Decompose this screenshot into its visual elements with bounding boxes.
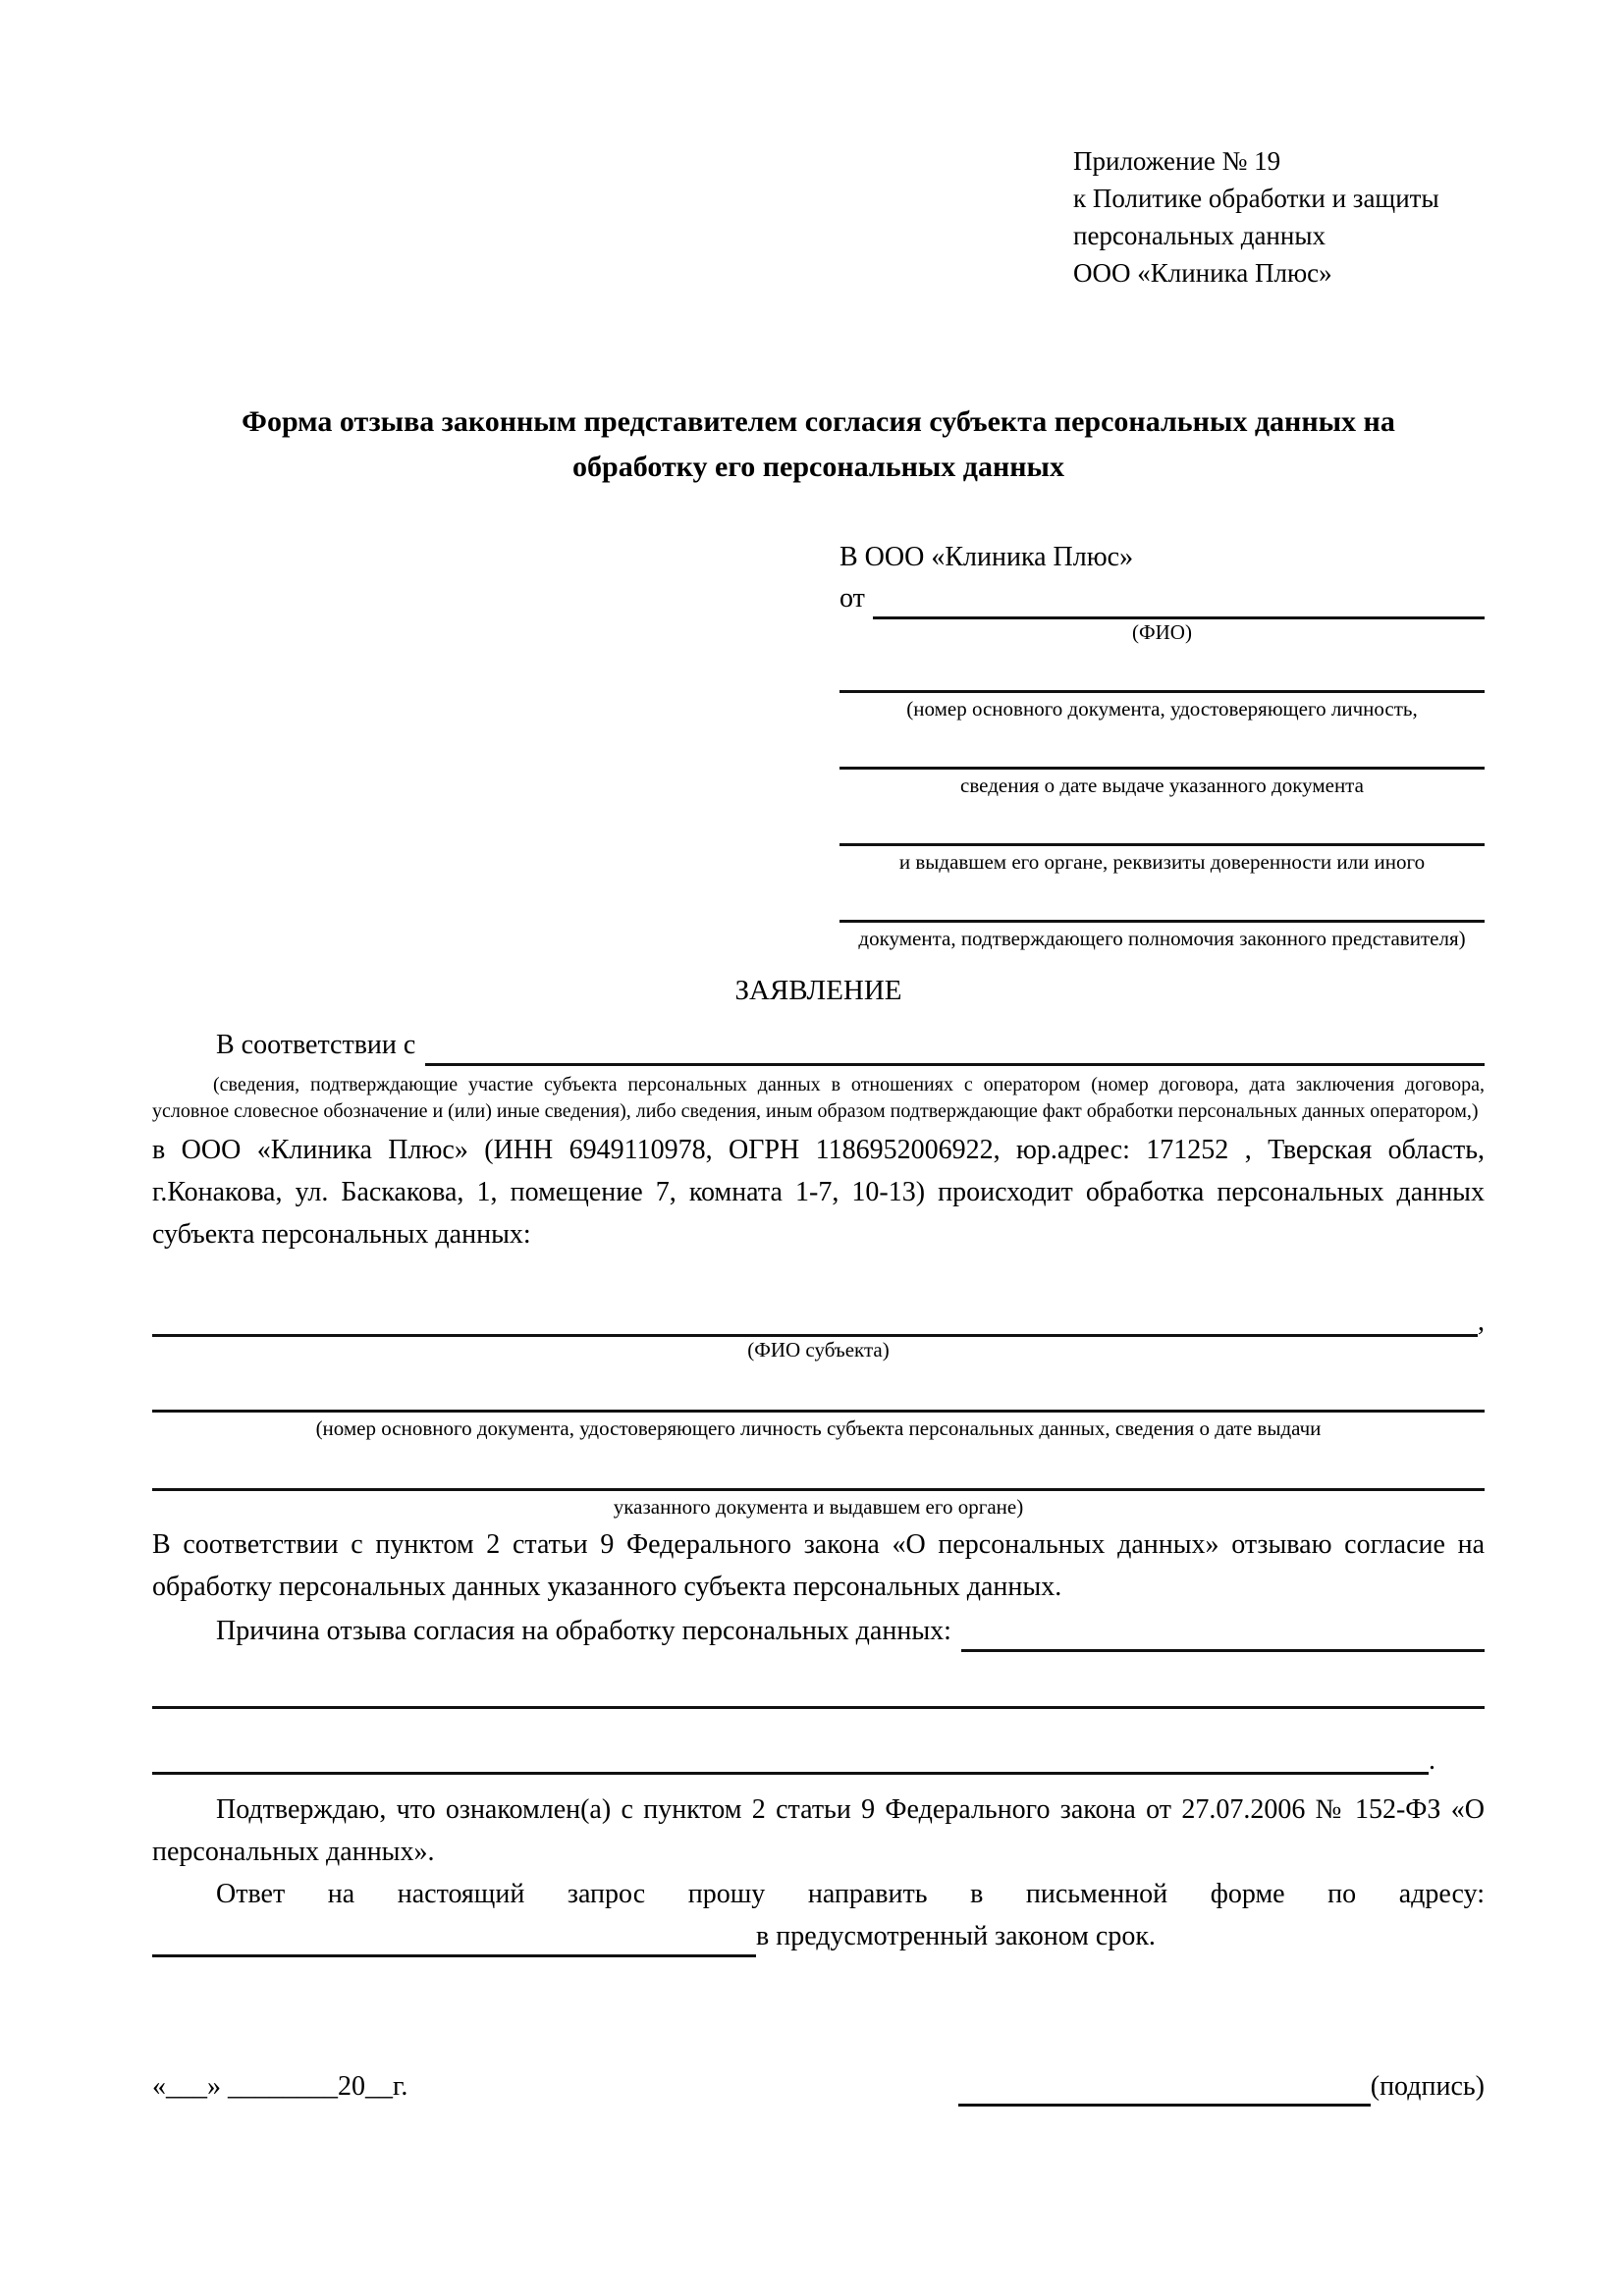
signature-field	[958, 2067, 1485, 2107]
addressee-block	[839, 537, 1485, 951]
document-number-blank-line	[839, 645, 1485, 693]
statement-intro-note: (сведения, подтверждающие участие субъекта персональных данных в отношениях с оператором (номер договора, дата заключения договора, условное словесное обозначение и (или) иные сведения), либо сведения, иным образом подтверждающие факт обработки персональных данных оператором,)	[152, 1074, 1485, 1122]
addressee-to: В ООО «Клиника Плюс»	[839, 542, 1134, 572]
statement-intro-field	[152, 1024, 1485, 1066]
annex-note-line: к Политике обработки и защиты	[1073, 184, 1439, 213]
annex-note-line: Приложение № 19	[1073, 146, 1281, 176]
signature-blank-line	[958, 2072, 1371, 2107]
reply-tail: в предусмотренный законом срок.	[756, 1921, 1156, 1951]
footer	[152, 2067, 1485, 2107]
reason-continuation-blank-line	[152, 1706, 1485, 1709]
statement-heading: ЗАЯВЛЕНИЕ	[734, 975, 902, 1006]
subject-document-caption: (номер основного документа, удостоверяющего личность субъекта персональных данных, сведения о дате выдачи	[315, 1416, 1322, 1440]
annex-note	[1073, 142, 1486, 292]
withdrawal-paragraph: В соответствии с пунктом 2 статьи 9 Федерального закона «О персональных данных» отзываю согласие на обработку персональных данных указанного субъекта персональных данных.	[152, 1529, 1485, 1602]
authority-document-caption: документа, подтверждающего полномочия законного представителя)	[858, 927, 1466, 950]
subject-document-caption-2: указанного документа и выдавшем его органе)	[613, 1495, 1024, 1519]
subject-document-blank-line-2	[152, 1441, 1485, 1491]
subject-fio-blank-line	[152, 1305, 1478, 1337]
issuing-authority-caption: и выдавшем его органе, реквизиты доверенности или иного	[898, 850, 1426, 874]
reason-blank-line	[961, 1616, 1485, 1652]
subject-document-blank-line	[152, 1362, 1485, 1413]
from-field	[839, 578, 1485, 619]
reason-field	[152, 1610, 1485, 1652]
issue-date-blank-line	[839, 721, 1485, 770]
signature-caption: (подпись)	[1370, 2071, 1485, 2102]
from-label: от	[839, 583, 865, 614]
annex-note-line: ООО «Клиника Плюс»	[1073, 258, 1332, 288]
subject-fio-comma: ,	[1478, 1307, 1485, 1337]
date-field: «___» ________20__г.	[152, 2071, 408, 2102]
document-title: Форма отзыва законным представителем согласия субъекта персональных данных на обработку его персональных данных	[242, 405, 1395, 483]
from-blank-line	[873, 583, 1485, 619]
issue-date-caption: сведения о дате выдаче указанного документа	[960, 774, 1364, 797]
authority-document-blank-line	[839, 875, 1485, 923]
subject-fio-caption: (ФИО субъекта)	[747, 1338, 890, 1362]
reply-address-blank-line	[152, 1919, 756, 1957]
reply-address-field	[152, 1915, 1485, 1957]
reply-paragraph: Ответ на настоящий запрос прошу направить в письменной форме по адресу:	[216, 1879, 1485, 1909]
issuing-authority-blank-line	[839, 798, 1485, 846]
reason-continuation-blank-line-2	[152, 1744, 1429, 1775]
statement-intro-label: В соответствии с	[216, 1030, 416, 1060]
acknowledge-paragraph: Подтверждаю, что ознакомлен(а) с пунктом 2 статьи 9 Федерального закона от 27.07.2006 № 152-ФЗ «О персональных данных».	[152, 1794, 1485, 1867]
statement-intro-blank-line	[425, 1030, 1485, 1066]
annex-note-line: персональных данных	[1073, 221, 1326, 250]
reason-label: Причина отзыва согласия на обработку персональных данных:	[216, 1616, 951, 1646]
fio-caption: (ФИО)	[1132, 620, 1192, 644]
reason-period: .	[1429, 1745, 1435, 1776]
operator-paragraph: в ООО «Клиника Плюс» (ИНН 6949110978, ОГРН 1186952006922, юр.адрес: 171252 , Тверская область, г.Конакова, ул. Баскакова, 1, помещение 7, комната 1-7, 10-13) происходит обработка персональных данных субъекта персональных данных:	[152, 1135, 1485, 1250]
document-number-caption: (номер основного документа, удостоверяющего личность,	[906, 697, 1418, 721]
subject-fio-field	[152, 1305, 1485, 1337]
reason-continuation-field	[152, 1744, 1485, 1775]
